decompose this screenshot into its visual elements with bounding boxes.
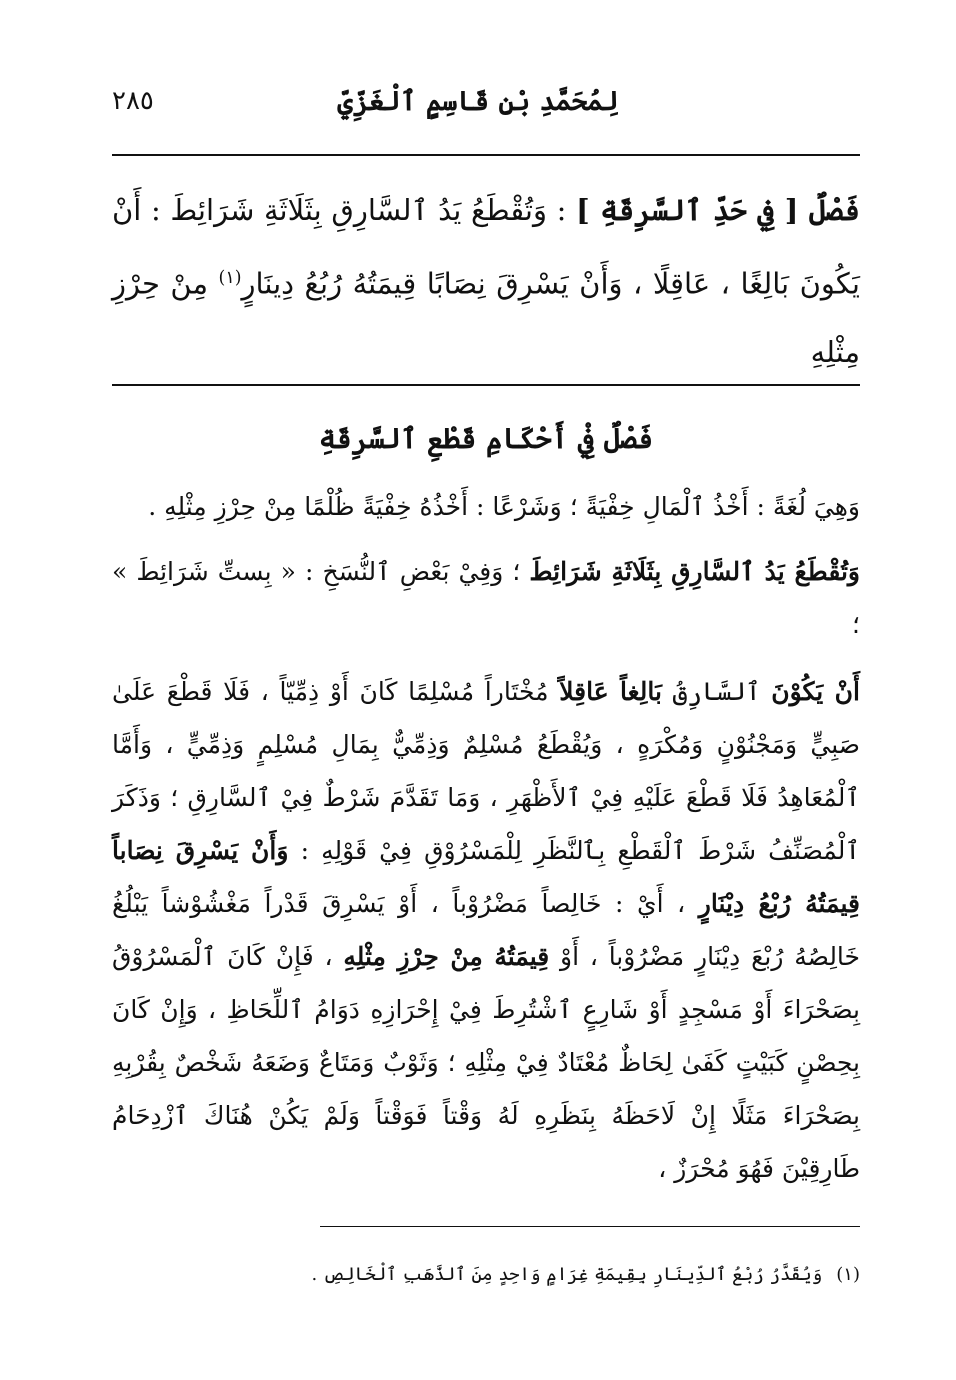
- page-number: ٢٨٥: [112, 86, 154, 116]
- paragraph-conditions: [112, 545, 860, 651]
- footnote: [112, 1260, 860, 1290]
- matn-quote: وَأَنْ يَسْرِقَ نِصَاباً قِيمَتُهُ رُبْعُ دِيْنَارٍ: [112, 836, 860, 918]
- matn-quote: بَالِغاً عَاقِلاً: [559, 677, 662, 706]
- running-title: لِمُحَمَّدِ بْنِ قَاسِمٍ ٱلْغَزِّيِّ: [337, 86, 619, 117]
- footnote-rule: [320, 1226, 860, 1227]
- paragraph-details: [112, 665, 860, 1195]
- matn-lead: فَصْلٌ [ فِي حَدِّ ٱلسَّرِقَةِ ]: [576, 193, 860, 227]
- paragraph-definition: وَهِيَ لُغَةً : أَخْذُ ٱلْمَالِ خِفْيَةً ؛ وَشَرْعًا : أَخْذُهُ خِفْيَةً ظُلْمًا مِنْ حِرْزِ مِثْلِهِ .: [148, 492, 860, 521]
- paragraph-text: مُخْتَاراً مُسْلِمًا كَانَ أَوْ ذِمِّيّاً ، فَلَا قَطْعَ عَلَىٰ صَبِيٍّ وَمَجْنُوْنٍ وَمُكْرَهٍ ، وَيُقْطَعُ مُسْلِمٌ وَذِمِّيٌّ بِمَالِ مُسْلِمٍ وَذِمِّيٍّ ، وَأَمَّا ٱلْمُعَاهِدُ فَلَا قَطْعَ عَلَيْهِ فِيْ ٱلأَظْهَرِ ، وَمَا تَقَدَّمَ شَرْطٌ فِيْ ٱلسَّارِقِ ؛ وَذَكَرَ ٱلْمُصَنِّفُ شَرْطَ ٱلْقَطْعِ بِٱلنَّظَرِ لِلْمَسْرُوْقِ فِيْ قَوْلِهِ :: [112, 677, 861, 865]
- matn-text: [112, 176, 860, 386]
- header-rule: [112, 154, 860, 156]
- paragraph-text: ٱلسَّارِقُ: [661, 677, 772, 706]
- section-title: فَصْلٌ فِيْ أَحْكَامِ قَطْعِ ٱلسَّرِقَةِ: [318, 422, 654, 455]
- matn-quote: قِيمَتُهُ مِنْ حِرْزِ مِثْلِهِ: [343, 942, 550, 971]
- commentary-body: [112, 480, 860, 1195]
- footnote-marker: (١): [218, 268, 242, 288]
- page-header: [112, 86, 844, 130]
- paragraph-text: ، أَيْ : خَالِصاً مَضْرُوْباً ، أَوْ يَسْرِقَ قَدْراً مَغْشُوْشاً يَبْلُغُ خَالِصُهُ رُبْعَ دِيْنَارٍ مَضْرُوْباً ، أَوْ: [112, 889, 861, 971]
- paragraph-text: ؛ وَفِيْ بَعْضِ ٱلنُّسَخِ : « بِستِّ شَرَائِطَ » ؛: [112, 557, 860, 639]
- matn-text-part2: مِنْ حِرْزِ مِثْلِهِ: [112, 266, 860, 369]
- matn-quote: أَنْ يَكُوْنَ: [771, 677, 860, 706]
- matn-quote: وَتُقْطَعُ يَدُ ٱلسَّارِقِ بِثَلَاثَةِ شَرَائِطَ: [529, 557, 860, 586]
- matn-text-part1: : وَتُقْطَعُ يَدُ ٱلسَّارِقِ بِثَلَاثَةِ شَرَائِطَ : أَنْ يَكُونَ بَالِغًا ، عَاقِلًا ، وَأَنْ يَسْرِقَ نِصَابًا قِيمَتُهُ رُبُعُ دِينَارٍ: [112, 193, 860, 301]
- footnote-number: (١): [836, 1264, 860, 1285]
- matn-divider-rule: [112, 384, 860, 386]
- footnote-text: وَيُقَدَّرُ رُبْعُ ٱلدِّينَارِ بِقِيمَةِ غِرَامٍ وَاحِدٍ مِنَ ٱلذَّهَبِ ٱلْخَالِصِ .: [311, 1264, 823, 1285]
- paragraph-text: ، فَإِنْ كَانَ ٱلْمَسْرُوْقُ بِصَحْرَاءَ أَوْ مَسْجِدٍ أَوْ شَارِعٍ ٱشْتُرِطَ فِيْ إِحْرَازِهِ دَوَامُ ٱللِّحَاظِ ، وَإِنْ كَانَ بِحِصْنٍ كَبَيْتٍ كَفَىٰ لِحَاظٌ مُعْتَادٌ فِيْ مِثْلِهِ ؛ وَثَوْبٌ وَمَتَاعٌ وَضَعَهُ شَخْصٌ بِقُرْبِهِ بِصَحْرَاءَ مَثَلًا إِنْ لَاحَظَهُ بِنَظَرِهِ لَهُ وَقْتاً فَوَقْتاً وَلَمْ يَكُنْ هُنَاكَ ٱزْدِحَامُ طَارِقِيْنَ فَهُوَ مُحْرَزٌ ،: [112, 942, 860, 1183]
